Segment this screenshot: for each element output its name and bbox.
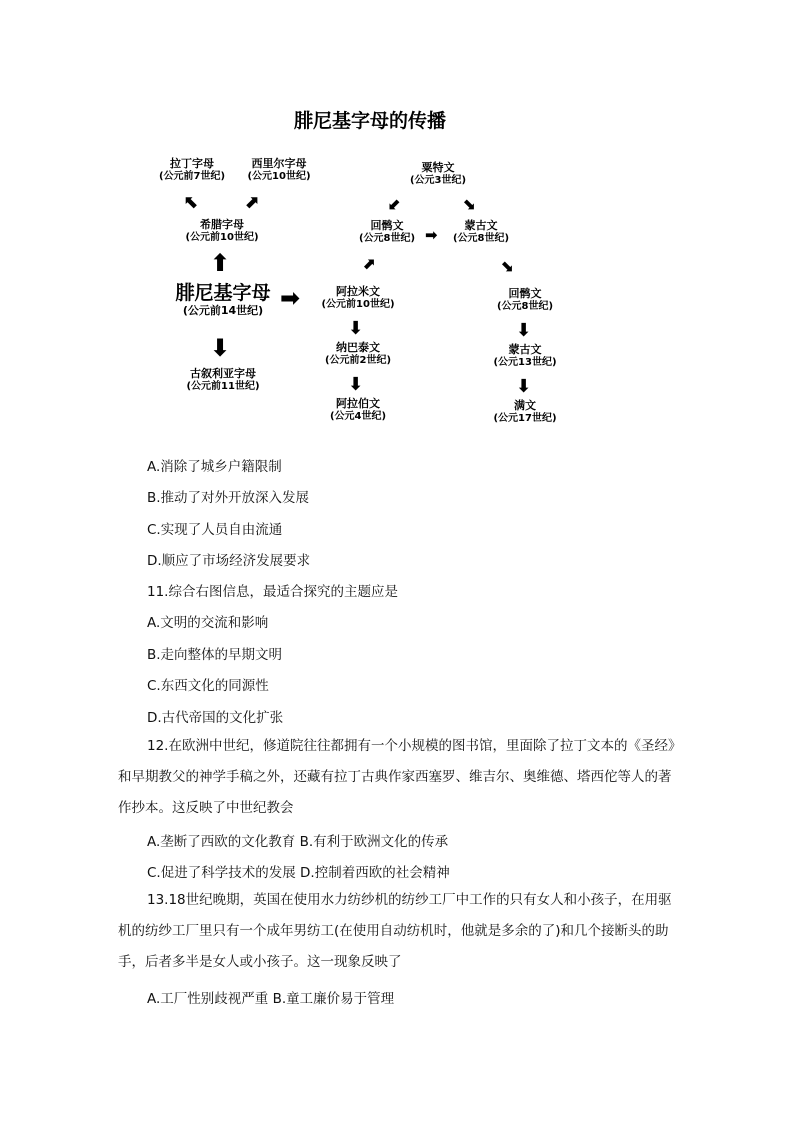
node-phoenician-name: 腓尼基字母 <box>175 282 271 304</box>
arrow-down-right-2-icon: ⬊ <box>500 256 514 275</box>
arrow-up-left-icon: ⬉ <box>184 192 200 213</box>
q12-options-line1: A.垄断了西欧的文化教育 B.有利于欧洲文化的传承 <box>147 834 449 850</box>
node-aramaic-date: (公元前10世纪) <box>321 298 395 310</box>
q13-options-line1: A.工厂性别歧视严重 B.童工廉价易于管理 <box>147 991 395 1007</box>
node-aramaic <box>316 286 400 310</box>
arrow-down-icon: ⬇ <box>210 334 231 362</box>
arrow-up-right-icon: ⬈ <box>244 192 260 213</box>
node-sogdian-top-date: (公元3世纪) <box>409 174 467 186</box>
q13-stem: 13.18世纪晚期，英国在使用水力纺纱机的纺纱工厂中工作的只有女人和小孩子，在用驱机的纺纱工厂里只有一个成年男纺工(在使用自动纺机时，他就是多余的了)和几个接断头的助手，后者多半是女人或小孩子。这一现象反映了 <box>118 892 672 970</box>
node-uighur-old-date: (公元8世纪) <box>358 232 416 244</box>
arrow-down-left-icon: ⬋ <box>388 194 402 213</box>
node-arabic-date: (公元4世纪) <box>329 410 387 422</box>
q11-option-d: D.古代帝国的文化扩张 <box>147 710 284 726</box>
diagram-title: 腓尼基字母的传播 <box>293 110 446 132</box>
arrow-up-icon: ⬆ <box>210 249 231 277</box>
q10-option-b: B.推动了对外开放深入发展 <box>147 490 310 506</box>
node-greek <box>180 219 264 243</box>
phoenician-alphabet-diagram <box>150 100 590 440</box>
node-uighur-old <box>352 220 422 244</box>
arrow-down-3-icon: ⬇ <box>348 374 364 395</box>
node-mongol <box>488 344 562 368</box>
node-mongol-name: 蒙古文 <box>508 343 542 356</box>
node-latin-name: 拉丁字母 <box>170 157 214 170</box>
node-phoenician <box>170 283 276 317</box>
node-aramaic-name: 阿拉米文 <box>336 285 380 298</box>
node-uighur-name: 回鹘文 <box>508 287 542 300</box>
node-phoenician-date: (公元前14世纪) <box>182 303 264 317</box>
node-greek-name: 希腊字母 <box>200 218 244 231</box>
q10-option-c: C.实现了人员自由流通 <box>147 522 283 538</box>
node-nabataean <box>320 342 396 366</box>
node-arabic-name: 阿拉伯文 <box>336 397 380 410</box>
arrow-down-2-icon: ⬇ <box>348 318 364 339</box>
node-cyrillic <box>240 158 318 182</box>
node-manchu-name: 满文 <box>514 399 536 412</box>
node-nabataean-name: 纳巴泰文 <box>336 341 380 354</box>
node-ugarit-name: 古叙利亚字母 <box>190 367 256 380</box>
q11-stem: 11.综合右图信息，最适合探究的主题应是 <box>147 584 398 600</box>
arrow-right-small-icon: ➡ <box>425 226 438 244</box>
node-arabic <box>320 398 396 422</box>
q11-option-a: A.文明的交流和影响 <box>147 615 269 631</box>
q10-option-a: A.消除了城乡户籍限制 <box>147 459 282 475</box>
node-sogdian-top <box>400 162 476 186</box>
arrow-down-right-icon: ⬊ <box>462 194 476 213</box>
arrow-right-icon: ➡ <box>280 284 301 312</box>
node-manchu <box>488 400 562 424</box>
node-mongol-date: (公元13世纪) <box>493 356 557 368</box>
arrow-down-4-icon: ⬇ <box>516 320 532 341</box>
node-ugarit <box>178 368 268 392</box>
q12-options-line2: C.促进了科学技术的发展 D.控制着西欧的社会精神 <box>147 865 450 881</box>
node-uighur-date: (公元8世纪) <box>496 300 554 312</box>
q11-option-c: C.东西文化的同源性 <box>147 678 269 694</box>
node-mongol-old <box>446 220 516 244</box>
node-manchu-date: (公元17世纪) <box>493 412 557 424</box>
q11-option-b: B.走向整体的早期文明 <box>147 647 283 663</box>
q12-stem: 12.在欧洲中世纪，修道院往往都拥有一个小规模的图书馆，里面除了拉丁文本的《圣经》和早期教父的神学手稿之外，还藏有拉丁古典作家西塞罗、维吉尔、奥维德、塔西佗等人的著作抄本。这反映了中世纪教会 <box>118 738 675 816</box>
node-mongol-old-date: (公元8世纪) <box>452 232 510 244</box>
node-uighur-old-name: 回鹘文 <box>370 219 404 232</box>
arrow-up-right-2-icon: ⬈ <box>362 254 376 273</box>
node-greek-date: (公元前10世纪) <box>185 231 259 243</box>
node-cyrillic-date: (公元10世纪) <box>247 170 311 182</box>
node-mongol-old-name: 蒙古文 <box>464 219 498 232</box>
node-nabataean-date: (公元前2世纪) <box>324 354 392 366</box>
node-cyrillic-name: 西里尔字母 <box>251 157 307 170</box>
node-sogdian-top-name: 粟特文 <box>421 161 455 174</box>
arrow-down-5-icon: ⬇ <box>516 376 532 397</box>
node-ugarit-date: (公元前11世纪) <box>186 380 260 392</box>
node-uighur <box>490 288 560 312</box>
node-latin <box>156 158 228 182</box>
q10-option-d: D.顺应了市场经济发展要求 <box>147 553 311 569</box>
node-latin-date: (公元前7世纪) <box>158 170 226 182</box>
